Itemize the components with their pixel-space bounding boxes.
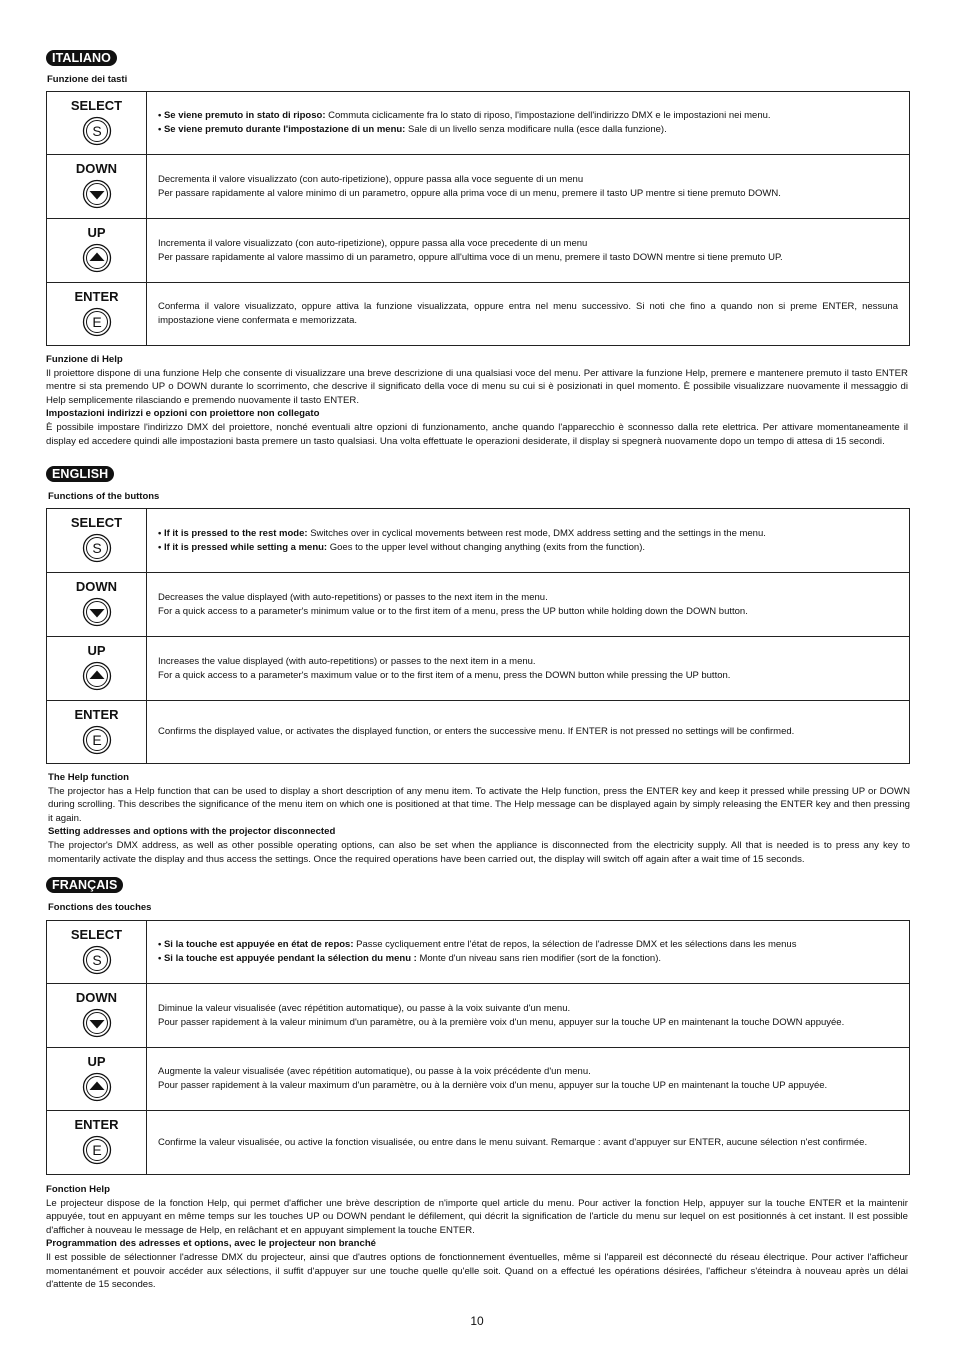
key-name: SELECT [70,927,123,942]
language-badge: FRANÇAIS [46,877,123,893]
key-description [147,573,910,637]
description-line [158,300,898,328]
key-cell [47,637,147,701]
description-text: Pour passer rapidement à la valeur maximum d'un paramètre, ou à la dernière voix d'un menu, appuyer sur la touche UP en maintenant la touche UP appuyée. [158,1080,828,1091]
key-cell [47,219,147,283]
page-number: 10 [470,1314,484,1328]
description-line [158,938,898,952]
key-name: UP [87,225,106,240]
svg-text:E: E [91,314,102,330]
description-text: For a quick access to a parameter's minimum value or to the first item of a menu, press the UP button while holding down the DOWN button. [158,605,748,617]
key-description [147,984,910,1048]
down-arrow-key-icon [82,179,112,209]
enter-key-icon [82,725,112,755]
description-line [158,655,898,669]
description-bold-lead: • Se viene premuto in stato di riposo: [158,110,326,121]
description-line [158,527,898,541]
key-name: ENTER [74,289,119,304]
table-row [47,701,910,764]
paragraph-text: È possibile impostare l'indirizzo DMX del proiettore, nonché eventuali altre opzioni di funzionamento, anche quando l'apparecchio è sconnesso dalla rete elettrica. Per attivare momentaneamente il display ed accedere quindi alle impostazioni basta premere un tasto qualsiasi. Una volta effettuate le operazioni desiderate, il display si spegnerà nuovamente dopo un tempo di attesa di 15 secondi. [46,421,908,447]
paragraph-text: Il est possible de sélectionner l'adresse DMX du projecteur, ainsi que d'autres options de fonctionnement éventuelles, même si l'appareil est déconnecté du réseau électrique. Pour activer l'afficheur momentanément et pouvoir accéder aux sélections, il suffit d'appuyer sur une touche quelle qu'elle soit. Quand on a effectué les opérations désirées, l'afficheur s'éteindra à nouveau après un délai d'attente de 15 secondes. [46,1251,908,1291]
description-line [158,541,898,555]
description-text: Switches over in cyclical movements between rest mode, DMX address setting and the settings in the menu. [307,527,766,539]
paragraph-text: Il proiettore dispone di una funzione Help che consente di visualizzare una breve descrizione di una qualsiasi voce del menu. Per attivare la funzione Help, premere e mantenere premuto il tasto ENTER mentre si sta premendo UP o DOWN durante lo scorrimento, che descrive il significato della voce di menu su cui si è posizionati in quel momento. È possibile visualizzare nuovamente il messaggio di Help semplicemente rilasciando e premendo nuovamente il tasto ENTER. [46,367,908,406]
description-line [158,952,898,966]
description-text: For a quick access to a parameter's maximum value or to the first item of a menu, press the DOWN button while pressing the UP button. [158,669,731,681]
key-name: SELECT [70,98,123,113]
svg-text:E: E [91,1142,102,1158]
svg-text:E: E [91,732,102,748]
description-text: Augmente la valeur visualisée (avec répétition automatique), ou passe à la voix précédente d'un menu. [158,1066,591,1077]
notes-block [48,771,910,866]
down-arrow-key-icon [82,597,112,627]
description-line [158,591,898,605]
enter-key-icon [82,1135,112,1165]
key-cell [47,1111,147,1175]
table-row [47,92,910,155]
description-line [158,251,898,265]
description-line [158,237,898,251]
paragraph-heading: Funzione di Help [46,354,123,365]
paragraph-heading: Setting addresses and options with the projector disconnected [48,826,336,838]
key-cell [47,984,147,1048]
description-text: Per passare rapidamente al valore massimo di un parametro, oppure all'ultima voce di un menu, premere il tasto DOWN mentre si tiene premuto UP. [158,251,783,263]
key-description [147,219,910,283]
description-bold-lead: • If it is pressed while setting a menu: [158,541,328,553]
description-text: Sale di un livello senza modificare nulla (esce dalla funzione). [405,124,667,135]
description-line [158,1002,898,1016]
description-text: Confirms the displayed value, or activates the displayed function, or enters the successive menu. If ENTER is not pressed no settings will be confirmed. [158,726,795,737]
key-cell [47,155,147,219]
key-functions-table [46,508,910,764]
svg-text:S: S [91,123,102,139]
description-text: Decrementa il valore visualizzato (con auto-ripetizione), oppure passa alla voce seguente di un menu [158,173,584,185]
section-caption: Funzione dei tasti [47,74,128,85]
key-name: ENTER [74,1117,119,1132]
key-cell [47,283,147,346]
language-badge: ITALIANO [46,50,117,66]
up-arrow-key-icon [82,1072,112,1102]
table-row [47,1048,910,1111]
key-description [147,701,910,764]
description-line [158,109,898,123]
select-key-icon [82,533,112,563]
language-badge: ENGLISH [46,466,114,482]
description-text: Decreases the value displayed (with auto-repetitions) or passes to the next item in the menu. [158,591,548,603]
key-cell [47,701,147,764]
table-row [47,984,910,1048]
description-bold-lead: • If it is pressed to the rest mode: [158,527,308,539]
key-name: DOWN [75,161,118,176]
key-cell [47,509,147,573]
description-line [158,173,898,187]
table-row [47,573,910,637]
key-name: ENTER [74,707,119,722]
description-line [158,605,898,619]
description-line [158,725,898,739]
key-description [147,509,910,573]
up-arrow-key-icon [82,243,112,273]
description-text: Per passare rapidamente al valore minimo di un parametro, oppure alla prima voce di un menu, premere il tasto UP mentre si tiene premuto DOWN. [158,187,781,199]
svg-text:S: S [91,540,102,556]
description-text: Confirme la valeur visualisée, ou active la fonction visualisée, ou entre dans le menu suivant. Remarque : avant d'appuyer sur ENTER, aucune sélection n'est confirmée. [158,1136,868,1148]
description-bold-lead: • Se viene premuto durante l'impostazione di un menu: [158,124,406,135]
key-cell [47,1048,147,1111]
description-bold-lead: • Si la touche est appuyée pendant la sélection du menu : [158,953,417,964]
description-bold-lead: • Si la touche est appuyée en état de repos: [158,939,354,950]
description-line [158,1136,898,1150]
description-line [158,1079,898,1093]
key-name: DOWN [75,579,118,594]
paragraph-text: Le projecteur dispose de la fonction Help, qui permet d'afficher une brève description de n'importe quel article du menu. Pour activer la fonction Help, appuyer sur la touche ENTER et la maintenir appuyée, tout en appuyant en même temps sur les touches UP ou DOWN pendant le défilement, qui décrit la signification de l'article du menu sur lequel on est positionnés à cet instant. Il est possible d'afficher à nouveau le message de Help, en relâchant et en appuyant simplement la touche ENTER. [46,1197,908,1236]
key-description [147,155,910,219]
description-text: Commuta ciclicamente fra lo stato di riposo, l'impostazione dell'indirizzo DMX e le impostazioni nei menu. [325,110,771,121]
description-text: Monte d'un niveau sans rien modifier (sort de la fonction). [416,953,662,964]
select-key-icon [82,945,112,975]
table-row [47,921,910,984]
key-description [147,921,910,984]
key-name: DOWN [75,990,118,1005]
key-description [147,637,910,701]
paragraph-text: The projector's DMX address, as well as other possible operating options, can also be set when the appliance is disconnected from the electricity supply. All that is needed is to press any key to momentarily activate the display and thus access the settings. Once the required operations have been carried out, the display will switch off again after a wait time of 15 seconds. [48,839,910,865]
key-functions-table [46,920,910,1175]
table-row [47,283,910,346]
key-description [147,92,910,155]
section-caption: Functions of the buttons [48,491,160,502]
table-row [47,1111,910,1175]
description-text: Diminue la valeur visualisée (avec répétition automatique), ou passe à la voix suivante d'un menu. [158,1002,571,1014]
key-description [147,1111,910,1175]
paragraph-heading: Programmation des adresses et options, avec le projecteur non branché [46,1238,377,1250]
key-description [147,1048,910,1111]
key-cell [47,92,147,155]
description-line [158,1016,898,1030]
key-name: UP [87,1054,106,1069]
table-row [47,509,910,573]
description-line [158,123,898,137]
key-description [147,283,910,346]
description-text: Conferma il valore visualizzato, oppure attiva la funzione visualizzata, oppure entra nel menu successivo. Si noti che fino a quando non si preme ENTER, nessuna impostazione viene confermata e memorizzata. [158,301,898,326]
description-text: Incrementa il valore visualizzato (con auto-ripetizione), oppure passa alla voce precedente di un menu [158,237,588,249]
down-arrow-key-icon [82,1008,112,1038]
table-row [47,219,910,283]
paragraph-heading: The Help function [48,772,130,783]
up-arrow-key-icon [82,661,112,691]
description-text: Passe cycliquement entre l'état de repos, la sélection de l'adresse DMX et les sélections dans les menus [353,939,797,950]
description-text: Goes to the upper level without changing anything (exits from the function). [327,541,645,553]
notes-block [46,1183,908,1292]
table-row [47,155,910,219]
svg-text:S: S [91,952,102,968]
description-line [158,187,898,201]
paragraph-heading: Impostazioni indirizzi e opzioni con proiettore non collegato [46,408,320,420]
notes-block [46,353,908,448]
key-name: UP [87,643,106,658]
key-functions-table [46,91,910,346]
key-name: SELECT [70,515,123,530]
table-row [47,637,910,701]
description-line [158,1065,898,1079]
key-cell [47,921,147,984]
paragraph-text: The projector has a Help function that can be used to display a short description of any menu item. To activate the Help function, press the ENTER key and keep it pressed while pressing UP or DOWN during scrolling. This describes the significance of the menu item on which one is positioned at that time. The Help message can be displayed again by simply releasing the ENTER key and then pressing it again. [48,785,910,824]
description-text: Pour passer rapidement à la valeur minimum d'un paramètre, ou à la première voix d'un menu, appuyer sur la touche UP en maintenant la touche DOWN appuyée. [158,1016,845,1028]
enter-key-icon [82,307,112,337]
description-text: Increases the value displayed (with auto-repetitions) or passes to the next item in a menu. [158,655,536,667]
description-line [158,669,898,683]
paragraph-heading: Fonction Help [46,1184,110,1195]
section-caption: Fonctions des touches [48,902,152,913]
key-cell [47,573,147,637]
select-key-icon [82,116,112,146]
